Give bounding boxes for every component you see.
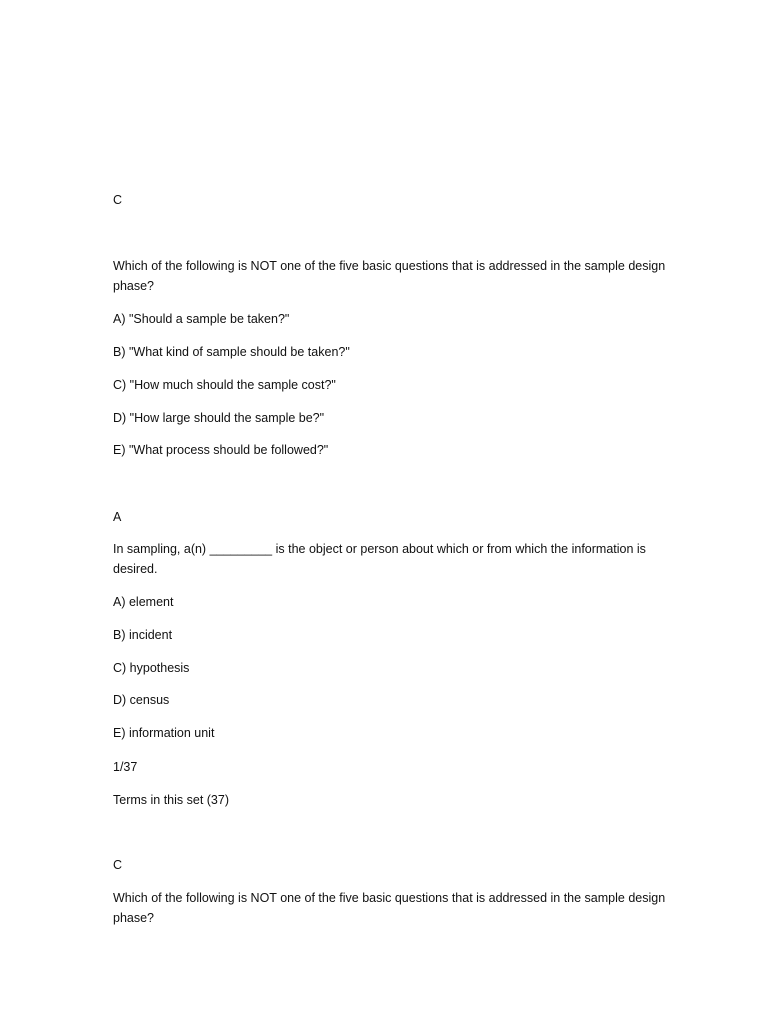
answer-letter: C [113, 193, 123, 207]
option-d: D) census [113, 693, 170, 707]
answer-letter: A [113, 510, 122, 524]
card-position: 1/37 [113, 760, 138, 774]
terms-count-label: Terms in this set (37) [113, 793, 230, 807]
option-b: B) incident [113, 628, 173, 642]
option-c: C) "How much should the sample cost?" [113, 378, 336, 392]
option-c: C) hypothesis [113, 661, 190, 675]
option-a: A) element [113, 595, 174, 609]
question-text: Which of the following is NOT one of the five basic questions that is addressed in the sample design phase? [113, 891, 666, 925]
option-d: D) "How large should the sample be?" [113, 411, 325, 425]
option-e: E) information unit [113, 726, 215, 740]
question-text: Which of the following is NOT one of the five basic questions that is addressed in the sample design phase? [113, 259, 666, 293]
question-text: In sampling, a(n) _________ is the object or person about which or from which the information is desired. [113, 542, 646, 576]
answer-letter: C [113, 858, 123, 872]
option-a: A) "Should a sample be taken?" [113, 312, 290, 326]
option-e: E) "What process should be followed?" [113, 443, 329, 457]
option-b: B) "What kind of sample should be taken?" [113, 345, 350, 359]
